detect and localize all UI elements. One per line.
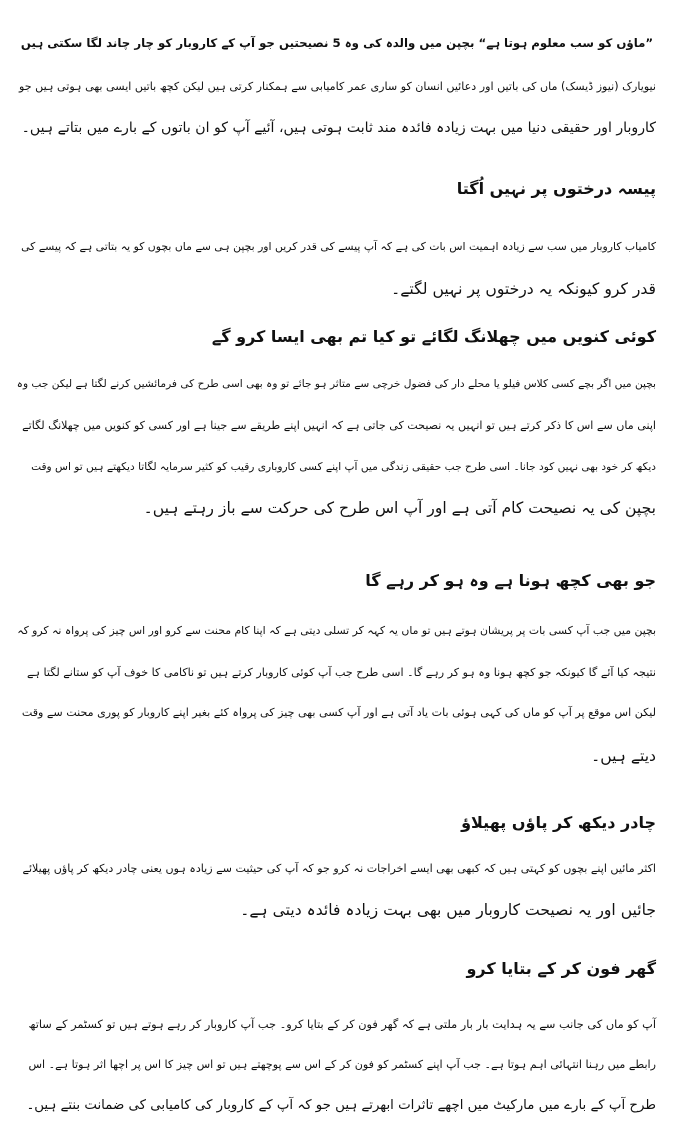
paragraph-line: رابطے میں رہنا انتہائی اہم ہوتا ہے۔ جب آپ اپنے کسٹمر کو فون کر کے اس سے پوچھتے ہیں تو اس چیز کا اس پر اچھا اثر ہوتا ہے۔ اس xyxy=(28,1058,656,1071)
paragraph-line: بچپن میں اگر بچے کسی کلاس فیلو یا محلے دار کی فضول خرچی سے متاثر ہو جائے تو وہ بھی اسی طرح کی فرمائشیں کرنے لگتا ہے لیکن جب وہ xyxy=(16,378,656,390)
paragraph-line: اکثر مائیں اپنے بچوں کو کہتی ہیں کہ کبھی بھی ایسے اخراجات نہ کرو جو کہ آپ کی حیثیت سے زیادہ ہوں یعنی چادر دیکھ کر پاؤں پھیلائے xyxy=(22,862,656,875)
paragraph-line: نتیجہ کیا آئے گا کیونکہ جو کچھ ہونا وہ ہو کر رہے گا۔ اسی طرح جب آپ کوئی کاروبار کرتے ہیں تو ناکامی کا خوف آپ کو ستانے لگتا ہے xyxy=(27,666,656,679)
section-heading: گھر فون کر کے بتایا کرو xyxy=(466,959,656,978)
paragraph-line: جائیں اور یہ نصیحت کاروبار میں بھی بہت زیادہ فائدہ دیتی ہے۔ xyxy=(240,901,656,919)
paragraph-line: اپنی ماں سے اس کا ذکر کرتے ہیں تو انہیں یہ نصیحت کی جاتی ہے کہ انہیں اپنے طریقے سے جینا ہے اور کسی کو کنویں میں چھلانگ لگاتے xyxy=(22,419,656,432)
paragraph-line: قدر کرو کیونکہ یہ درختوں پر نہیں لگتے۔ xyxy=(391,280,656,298)
article xyxy=(18,0,656,1141)
article-title: ”ماؤں کو سب معلوم ہوتا ہے“ بچپن میں والدہ کی وہ 5 نصیحتیں جو آپ کے کاروبار کو چار چاند لگا سکتی ہیں xyxy=(20,36,654,50)
paragraph-line: بچپن کی یہ نصیحت کام آتی ہے اور آپ اس طرح کی حرکت سے باز رہتے ہیں۔ xyxy=(143,499,656,517)
paragraph-line: بچپن میں جب آپ کسی بات پر پریشان ہوتے ہیں تو ماں یہ کہہ کر تسلی دیتی ہے کہ اپنا کام محنت سے کرو اور اس چیز کی پرواہ نہ کرو کہ xyxy=(17,624,656,637)
intro-line: کاروبار اور حقیقی دنیا میں بہت زیادہ فائدہ مند ثابت ہوتی ہیں، آئیے آپ کو ان باتوں کے بارے میں بتاتے ہیں۔ xyxy=(21,120,656,136)
paragraph-line: دیکھ کر خود بھی نہیں کود جانا۔ اسی طرح جب حقیقی زندگی میں آپ اپنے کسی کاروباری رقیب کو کثیر سرمایہ لگاتا دیکھتے ہیں تو اس وقت xyxy=(31,461,656,473)
paragraph-line: طرح آپ کے بارے میں مارکیٹ میں اچھے تاثرات ابھرتے ہیں جو کہ آپ کے کاروبار کی کامیابی کی ضمانت بنتے ہیں۔ xyxy=(26,1098,656,1113)
section-heading: چادر دیکھ کر پاؤں پھیلاؤ xyxy=(461,813,656,832)
intro-line: نیویارک (نیوز ڈیسک) ماں کی باتیں اور دعائیں انسان کو ساری عمر کامیابی سے ہمکنار کرتی ہیں لیکن کچھ باتیں ایسی بھی ہوتی ہیں جو xyxy=(19,80,656,93)
paragraph-line: آپ کو ماں کی جانب سے یہ ہدایت بار بار ملتی ہے کہ گھر فون کر کے بتایا کرو۔ جب آپ کاروبار کر رہے ہوتے ہیں تو کسٹمر کے ساتھ xyxy=(28,1017,656,1031)
section-heading: کوئی کنویں میں چھلانگ لگائے تو کیا تم بھی ایسا کرو گے xyxy=(211,327,656,346)
paragraph-line: لیکن اس موقع پر آپ کو ماں کی کہی ہوئی بات یاد آتی ہے اور آپ کسی بھی چیز کی پرواہ کئے بغیر اپنے کاروبار کو پوری محنت سے وقت xyxy=(21,706,656,719)
paragraph-line: دیتے ہیں۔ xyxy=(591,747,656,765)
section-heading: جو بھی کچھ ہونا ہے وہ ہو کر رہے گا xyxy=(365,571,656,590)
section-heading: پیسہ درختوں پر نہیں اُگتا xyxy=(456,179,656,198)
paragraph-line: کامیاب کاروبار میں سب سے زیادہ اہمیت اس بات کی ہے کہ آپ پیسے کی قدر کریں اور بچپن ہی سے ماں بچوں کو یہ بتاتی ہے کہ پیسے کی xyxy=(21,240,656,253)
